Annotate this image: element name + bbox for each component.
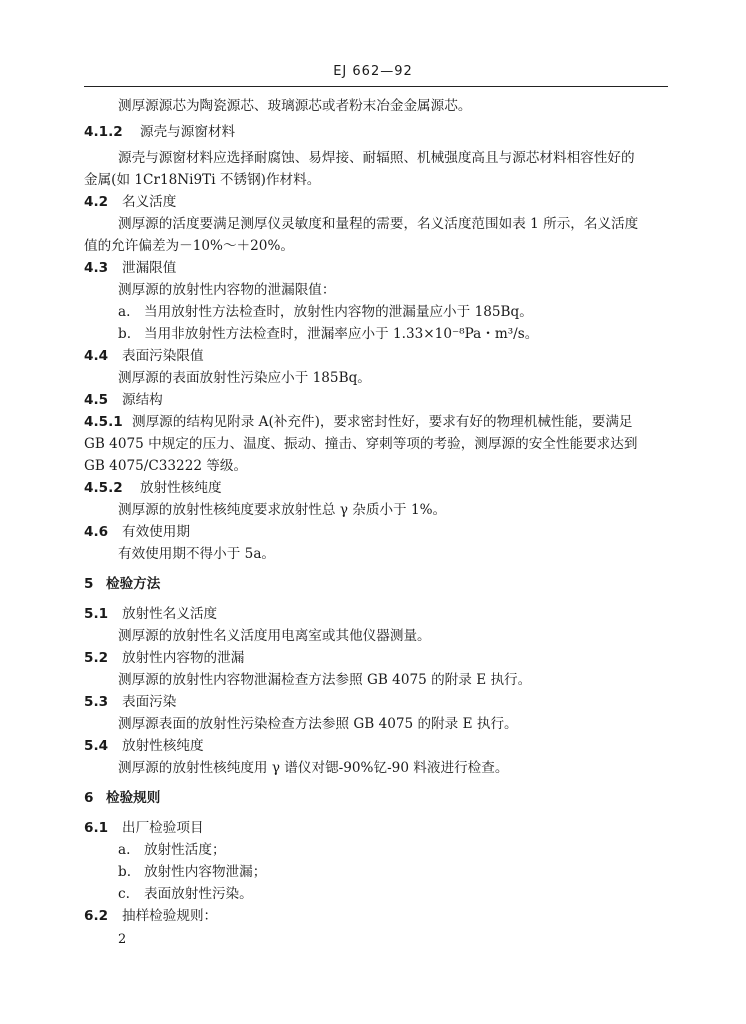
section-title: 表面污染限值 (122, 348, 204, 364)
paragraph: 测厚源的放射性核纯度要求放射性总 γ 杂质小于 1%。 (118, 502, 447, 518)
section-number: 4.3 (84, 260, 109, 276)
page-number: 2 (118, 932, 127, 947)
section-title: 源壳与源窗材料 (140, 124, 236, 140)
section-number: 6 (84, 790, 94, 806)
paragraph: 测厚源的表面放射性污染应小于 185Bq。 (118, 370, 371, 386)
paragraph: 测厚源的放射性内容物的泄漏限值： (118, 282, 336, 298)
section-number: 4.5.1 (84, 414, 123, 430)
paragraph: 测厚源的活度要满足测厚仪灵敏度和量程的需要，名义活度范围如表 1 所示，名义活度 (118, 216, 639, 232)
list-item: 当用非放射性方法检查时，泄漏率应小于 1.33×10⁻⁸Pa・m³/s。 (144, 326, 539, 342)
section-number: 4.2 (84, 194, 109, 210)
section-title: 源结构 (122, 392, 163, 408)
paragraph: 源壳与源窗材料应选择耐腐蚀、易焊接、耐辐照、机械强度高且与源芯材料相容性好的 (118, 150, 635, 166)
paragraph: 有效使用期不得小于 5a。 (118, 546, 276, 562)
section-number: 6.2 (84, 908, 109, 924)
section-number: 6.1 (84, 820, 109, 836)
list-marker: a. (118, 842, 131, 858)
section-title: 放射性核纯度 (122, 738, 204, 754)
page-header: EJ 662—92 (333, 64, 413, 79)
section-number: 5.4 (84, 738, 109, 754)
paragraph: GB 4075/C33222 等级。 (84, 458, 248, 474)
header-rule (84, 86, 668, 87)
list-marker: b. (118, 864, 132, 880)
section-number: 4.4 (84, 348, 109, 364)
section-title: 检验规则 (106, 790, 161, 806)
paragraph: 测厚源表面的放射性污染检查方法参照 GB 4075 的附录 E 执行。 (118, 716, 518, 732)
paragraph: 测厚源的放射性内容物泄漏检查方法参照 GB 4075 的附录 E 执行。 (118, 672, 532, 688)
section-number: 5.2 (84, 650, 109, 666)
list-item: 放射性活度； (144, 842, 226, 858)
section-title: 有效使用期 (122, 524, 190, 540)
list-item: 当用放射性方法检查时，放射性内容物的泄漏量应小于 185Bq。 (144, 304, 533, 320)
section-title: 名义活度 (122, 194, 177, 210)
section-title: 抽样检验规则： (122, 908, 218, 924)
section-number: 5.1 (84, 606, 109, 622)
section-number: 4.1.2 (84, 124, 123, 140)
paragraph: 测厚源的结构见附录 A(补充件)，要求密封性好，要求有好的物理机械性能，要满足 (132, 414, 633, 430)
list-item: 表面放射性污染。 (144, 886, 253, 902)
list-marker: a. (118, 304, 131, 320)
section-title: 放射性核纯度 (140, 480, 222, 496)
list-marker: c. (118, 886, 130, 902)
section-title: 放射性内容物的泄漏 (122, 650, 245, 666)
section-title: 泄漏限值 (122, 260, 177, 276)
paragraph: 测厚源源芯为陶瓷源芯、玻璃源芯或者粉末冶金金属源芯。 (118, 98, 472, 114)
section-title: 检验方法 (106, 576, 161, 592)
paragraph: 值的允许偏差为－10%～＋20%。 (84, 238, 294, 254)
paragraph: GB 4075 中规定的压力、温度、振动、撞击、穿刺等项的考验，测厚源的安全性能要求达到 (84, 436, 638, 452)
list-marker: b. (118, 326, 132, 342)
list-item: 放射性内容物泄漏； (144, 864, 267, 880)
paragraph: 测厚源的放射性名义活度用电离室或其他仪器测量。 (118, 628, 431, 644)
section-number: 5.3 (84, 694, 109, 710)
section-title: 出厂检验项目 (122, 820, 204, 836)
section-number: 4.5.2 (84, 480, 123, 496)
section-number: 4.5 (84, 392, 109, 408)
paragraph: 测厚源的放射性核纯度用 γ 谱仪对锶-90%钇-90 料液进行检查。 (118, 760, 509, 776)
section-title: 表面污染 (122, 694, 177, 710)
section-number: 4.6 (84, 524, 109, 540)
paragraph: 金属(如 1Cr18Ni9Ti 不锈钢)作材料。 (84, 172, 321, 188)
section-number: 5 (84, 576, 94, 592)
section-title: 放射性名义活度 (122, 606, 218, 622)
